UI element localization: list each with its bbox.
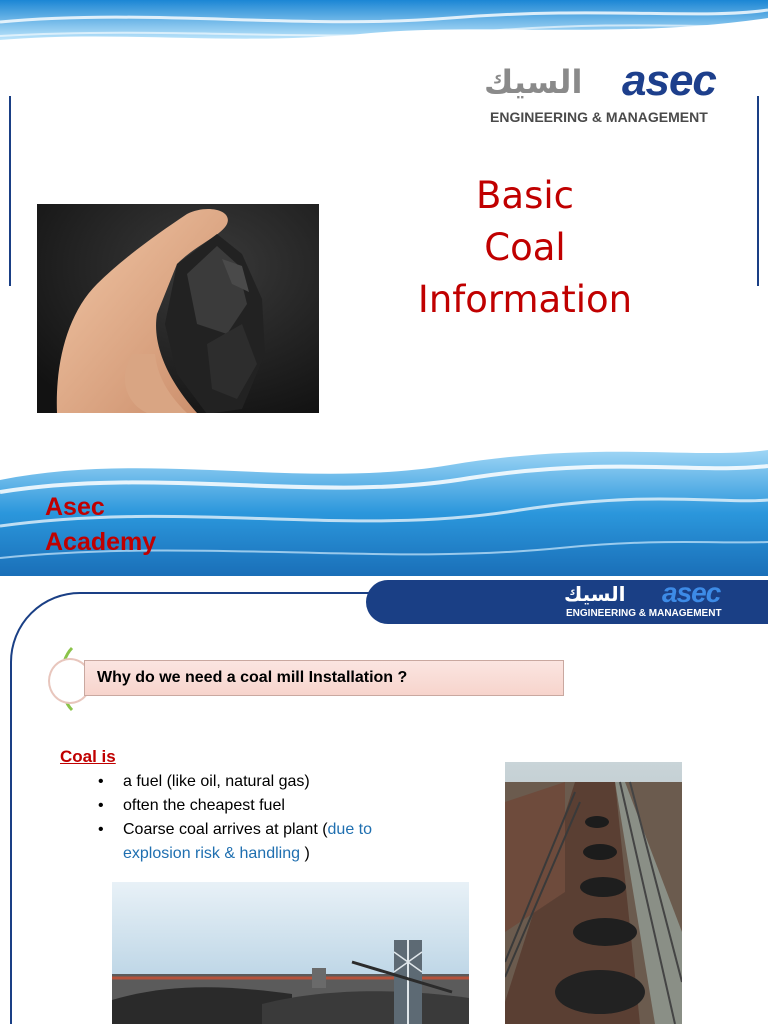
slide-title-text [400, 170, 650, 326]
bullet-list [98, 770, 438, 866]
list-item [98, 770, 438, 794]
title-line: Basic [476, 174, 574, 217]
coal-in-hand-photo [37, 204, 319, 413]
coal-railcars-photo [505, 762, 682, 1024]
academy-label [45, 490, 156, 560]
academy-line: Asec [45, 493, 105, 521]
bullet-text: a fuel (like oil, natural gas) [123, 773, 310, 790]
logo-brand-text: asec [622, 56, 716, 105]
logo-tagline: ENGINEERING & MANAGEMENT [566, 608, 722, 619]
bullet-text: Coarse coal arrives at plant ( [123, 821, 328, 838]
list-item [98, 794, 438, 818]
academy-line: Academy [45, 528, 157, 556]
title-line: Coal [484, 226, 566, 269]
coal-yard-stacker-photo [112, 882, 469, 1024]
header-bar [366, 577, 768, 624]
logo-arabic-text: السيك [484, 63, 583, 101]
slide-coal-mill [0, 576, 768, 1024]
asec-logo [470, 56, 732, 128]
list-item [98, 818, 438, 866]
logo-brand-text: asec [662, 577, 721, 608]
bullet-icon: • [98, 821, 104, 838]
bullet-icon: • [98, 797, 104, 814]
bullet-suffix: ) [300, 845, 310, 862]
question-box [84, 660, 564, 696]
title-line: Information [417, 278, 633, 321]
left-border-line [9, 96, 11, 286]
bullet-highlight: due to explosion risk & handling [123, 821, 373, 862]
bullet-icon: • [98, 773, 104, 790]
bullet-text: often the cheapest fuel [123, 797, 285, 814]
coal-is-heading: Coal is [60, 747, 116, 766]
right-border-line [757, 96, 759, 286]
question-text: Why do we need a coal mill Installation ? [97, 669, 408, 686]
top-wave-decoration [0, 0, 768, 60]
logo-arabic-text: السيك [564, 582, 626, 606]
logo-tagline: ENGINEERING & MANAGEMENT [490, 109, 708, 125]
